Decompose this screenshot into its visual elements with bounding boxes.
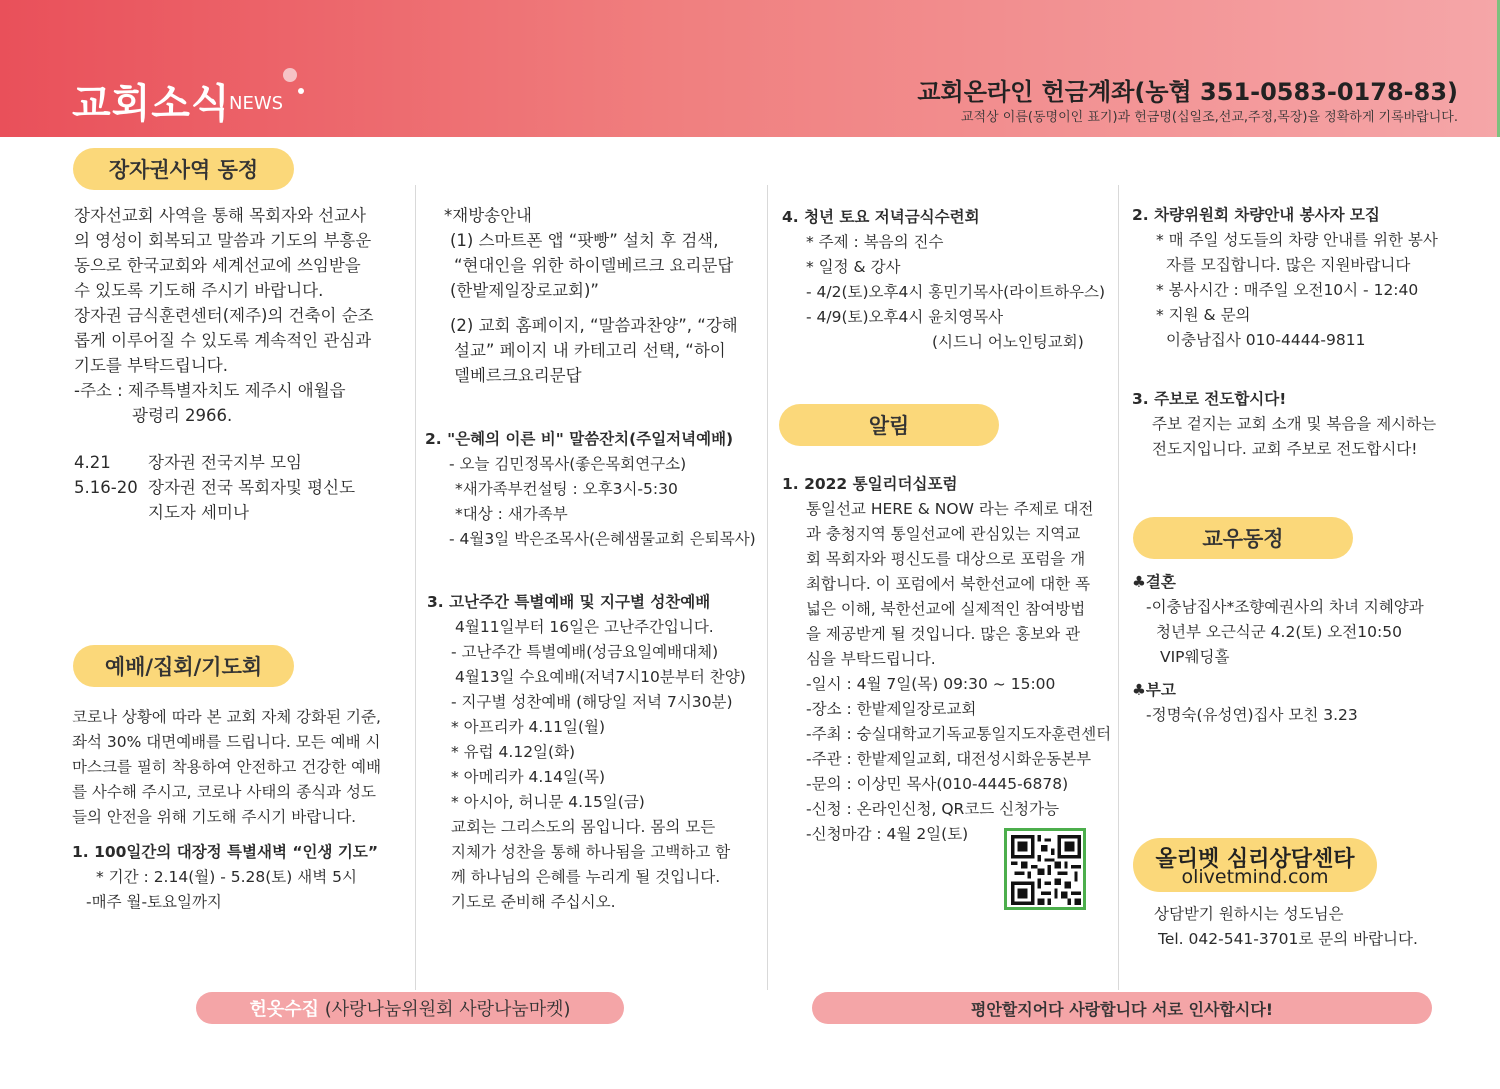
- body-line: 전도지입니다. 교회 주보로 전도합시다!: [1152, 440, 1418, 458]
- body-line: 장자권 금식훈련센터(제주)의 건축이 순조: [74, 306, 374, 325]
- body-line: -매주 월-토요일까지: [86, 893, 222, 911]
- body-line: 4월13일 수요예배(저녁7시10분부터 찬양): [455, 668, 746, 686]
- body-line: -신청 : 온라인신청, QR코드 신청가능: [806, 800, 1060, 818]
- body-line: - 4/9(토)오후4시 윤치영목사: [806, 308, 1004, 326]
- body-line: VIP웨딩홀: [1160, 648, 1230, 666]
- body-line: 과 충청지역 통일선교에 관심있는 지역교: [806, 525, 1081, 543]
- body-line: -일시 : 4월 7일(목) 09:30 ~ 15:00: [806, 675, 1056, 693]
- section-title-members: 교우동정: [1133, 517, 1353, 559]
- body-line: Tel. 042-541-3701로 문의 바랍니다.: [1158, 930, 1418, 948]
- section-title-jangja: 장자권사역 동정: [73, 148, 294, 190]
- body-line: 를 사수해 주시고, 코로나 사태의 종식과 성도: [72, 783, 377, 801]
- page-title: 교회소식: [72, 81, 231, 127]
- member-news: [1132, 570, 1477, 728]
- body-line: *대상 : 새가족부: [455, 505, 568, 523]
- body-line: - 4/2(토)오후4시 홍민기목사(라이트하우스): [806, 283, 1106, 301]
- body-line: 롭게 이루어질 수 있도록 계속적인 관심과: [74, 331, 372, 350]
- grace-rain-service: [425, 427, 765, 552]
- youth-retreat: [782, 205, 1114, 355]
- body-line: (시드니 어노인팅교회): [932, 333, 1084, 351]
- body-line: -장소 : 한밭제일장로교회: [806, 700, 977, 718]
- column-divider: [767, 185, 768, 990]
- offering-note: 교적상 이름(동명이인 표기)과 헌금명(십일조,선교,주정,목장)을 정확하게 기록바랍니다.: [960, 110, 1458, 125]
- qr-code-icon[interactable]: [1004, 828, 1086, 910]
- body-line: 설교” 페이지 내 카테고리 선택, “하이: [454, 341, 726, 360]
- body-line: 장자선교회 사역을 통해 목회자와 선교사: [74, 206, 366, 225]
- header-banner: [0, 0, 1500, 137]
- rebroadcast-info: [444, 203, 764, 388]
- item-title: 2. 차량위원회 차량안내 봉사자 모집: [1132, 206, 1380, 224]
- event-list: [74, 450, 404, 525]
- address-line: 광령리 2966.: [132, 406, 233, 425]
- body-line: -신청마감 : 4월 2일(토): [806, 825, 969, 843]
- parking-volunteers: [1132, 203, 1477, 353]
- item-title: 3. 고난주간 특별예배 및 지구별 성찬예배: [427, 593, 711, 611]
- club-icon: ♣: [1132, 573, 1146, 591]
- item-title: 2. "은혜의 이른 비" 말씀잔치(주일저녁예배): [425, 430, 734, 448]
- body-line: -이충남집사*조향예권사의 차녀 지혜양과: [1146, 598, 1424, 616]
- body-line: 기도를 부탁드립니다.: [74, 356, 228, 375]
- section-title-notice: 알림: [779, 404, 999, 446]
- footer-clothes-drive: [196, 992, 624, 1024]
- body-line: *새가족부컨설팅 : 오후3시-5:30: [455, 480, 678, 498]
- unification-forum: [782, 472, 1114, 847]
- footer-greeting: [812, 992, 1432, 1024]
- body-line: -문의 : 이상민 목사(010-4445-6878): [806, 775, 1069, 793]
- body-line: * 아시아, 허니문 4.15일(금): [451, 793, 645, 811]
- body-line: 수 있도록 기도해 주시기 바랍니다.: [74, 281, 324, 300]
- body-line: 상담받기 원하시는 성도님은: [1154, 905, 1344, 923]
- body-line: 좌석 30% 대면예배를 드립니다. 모든 예배 시: [72, 733, 381, 751]
- offering-account: 교회온라인 헌금계좌(농협 351-0583-0178-83): [917, 78, 1458, 106]
- item-title: 1. 2022 통일리더십포럼: [782, 475, 958, 493]
- passion-week-service: [427, 590, 765, 915]
- item-title: 3. 주보로 전도합시다!: [1132, 390, 1287, 408]
- body-line: - 지구별 성찬예배 (해당일 저녁 7시30분): [451, 693, 733, 711]
- event-item: 4.21 장자권 전국지부 모임: [74, 453, 302, 472]
- body-line: 델베르크요리문답: [454, 366, 582, 385]
- footer-greeting-text: 평안할지어다 사랑합니다 서로 인사합시다!: [970, 999, 1274, 1019]
- body-line: 최합니다. 이 포럼에서 북한선교에 대한 폭: [806, 575, 1091, 593]
- body-line: 청년부 오근식군 4.2(토) 오전10:50: [1156, 623, 1402, 641]
- decorative-dot-icon: [283, 68, 297, 82]
- body-line: -정명숙(유성연)집사 모친 3.23: [1146, 706, 1358, 724]
- body-line: (2) 교회 홈페이지, “말씀과찬양”, “강해: [450, 316, 738, 335]
- body-line: 넓은 이해, 북한선교에 실제적인 참여방법: [806, 600, 1086, 618]
- body-line: * 매 주일 성도들의 차량 안내를 위한 봉사: [1156, 231, 1438, 249]
- body-line: 심을 부탁드립니다.: [806, 650, 936, 668]
- section-title-worship: 예배/집회/기도회: [73, 645, 294, 687]
- body-line: * 아메리카 4.14일(목): [451, 768, 606, 786]
- body-line: * 기간 : 2.14(월) - 5.28(토) 새벽 5시: [96, 868, 357, 886]
- body-line: - 고난주간 특별예배(성금요일예배대체): [451, 643, 719, 661]
- body-line: - 4월3일 박은조목사(은혜샘물교회 은퇴목사): [449, 530, 756, 548]
- item-title: 1. 100일간의 대장정 특별새벽 “인생 기도”: [72, 843, 379, 861]
- body-line: “현대인을 위한 하이델베르크 요리문답: [454, 256, 734, 275]
- body-line: 회 목회자와 평신도를 대상으로 포럼을 개: [806, 550, 1086, 568]
- body-line: -주최 : 숭실대학교기독교통일지도자훈련센터: [806, 725, 1112, 743]
- item-title: *재방송안내: [444, 206, 532, 225]
- body-line: 동으로 한국교회와 세계선교에 쓰임받을: [74, 256, 361, 275]
- club-icon: ♣: [1132, 681, 1146, 699]
- item-title: 4. 청년 토요 저녁금식수련회: [782, 208, 980, 226]
- body-line: 마스크를 필히 착용하여 안전하고 건강한 예배: [72, 758, 382, 776]
- decorative-dot-icon: [298, 88, 304, 94]
- body-line: 의 영성이 회복되고 말씀과 기도의 부흥운: [74, 231, 372, 250]
- body-line: 자를 모집합니다. 많은 지원바랍니다: [1166, 256, 1411, 274]
- body-line: 이충남집사 010-4444-9811: [1166, 331, 1366, 349]
- body-line: - 오늘 김민정목사(좋은목회연구소): [449, 455, 687, 473]
- olivet-title: 올리벳 심리상담센타: [1155, 847, 1355, 872]
- event-item: 지도자 세미나: [148, 503, 249, 522]
- bulletin-evangelism: [1132, 387, 1477, 462]
- body-line: * 유럽 4.12일(화): [451, 743, 576, 761]
- news-label: NEWS: [229, 93, 284, 114]
- body-line: * 주제 : 복음의 진수: [806, 233, 944, 251]
- olivet-contact: [1154, 902, 1474, 952]
- body-line: * 봉사시간 : 매주일 오전10시 - 12:40: [1156, 281, 1419, 299]
- body-line: 4월11일부터 16일은 고난주간입니다.: [455, 618, 714, 636]
- footer-highlight: 헌옷수집: [249, 999, 319, 1020]
- column-divider: [415, 185, 416, 990]
- address-line: -주소 : 제주특별자치도 제주시 애월읍: [74, 381, 346, 400]
- footer-text: (사랑나눔위원회 사랑나눔마켓): [324, 999, 571, 1020]
- wedding-heading: ♣결혼: [1132, 573, 1176, 591]
- body-line: 통일선교 HERE & NOW 라는 주제로 대전: [806, 500, 1094, 518]
- olivet-url[interactable]: olivetmind.com: [1181, 866, 1329, 888]
- body-line: -주관 : 한밭제일교회, 대전성시화운동본부: [806, 750, 1092, 768]
- body-line: 들의 안전을 위해 기도해 주시기 바랍니다.: [72, 808, 357, 826]
- body-line: 교회는 그리스도의 몸입니다. 몸의 모든: [451, 818, 716, 836]
- event-item: 5.16-20 장자권 전국 목회자및 평신도: [74, 478, 356, 497]
- jangja-body: [74, 203, 404, 428]
- dawn-prayer: [72, 840, 407, 915]
- body-line: (1) 스마트폰 앱 “팟빵” 설치 후 검색,: [450, 231, 719, 250]
- obituary-heading: ♣부고: [1132, 681, 1176, 699]
- body-line: 주보 겉지는 교회 소개 및 복음을 제시하는: [1152, 415, 1437, 433]
- body-line: (한밭제일장로교회)”: [450, 281, 599, 300]
- body-line: 기도로 준비해 주십시오.: [451, 893, 616, 911]
- body-line: 께 하나님의 은혜를 누리게 될 것입니다.: [451, 868, 721, 886]
- body-line: * 지원 & 문의: [1156, 306, 1251, 324]
- column-divider: [1118, 185, 1119, 990]
- worship-body: [72, 705, 407, 830]
- body-line: 지체가 성찬을 통해 하나됨을 고백하고 함: [451, 843, 731, 861]
- body-line: * 일정 & 강사: [806, 258, 901, 276]
- body-line: 코로나 상황에 따라 본 교회 자체 강화된 기준,: [72, 708, 381, 726]
- body-line: 을 제공받게 될 것입니다. 많은 홍보와 관: [806, 625, 1081, 643]
- body-line: * 아프리카 4.11일(월): [451, 718, 606, 736]
